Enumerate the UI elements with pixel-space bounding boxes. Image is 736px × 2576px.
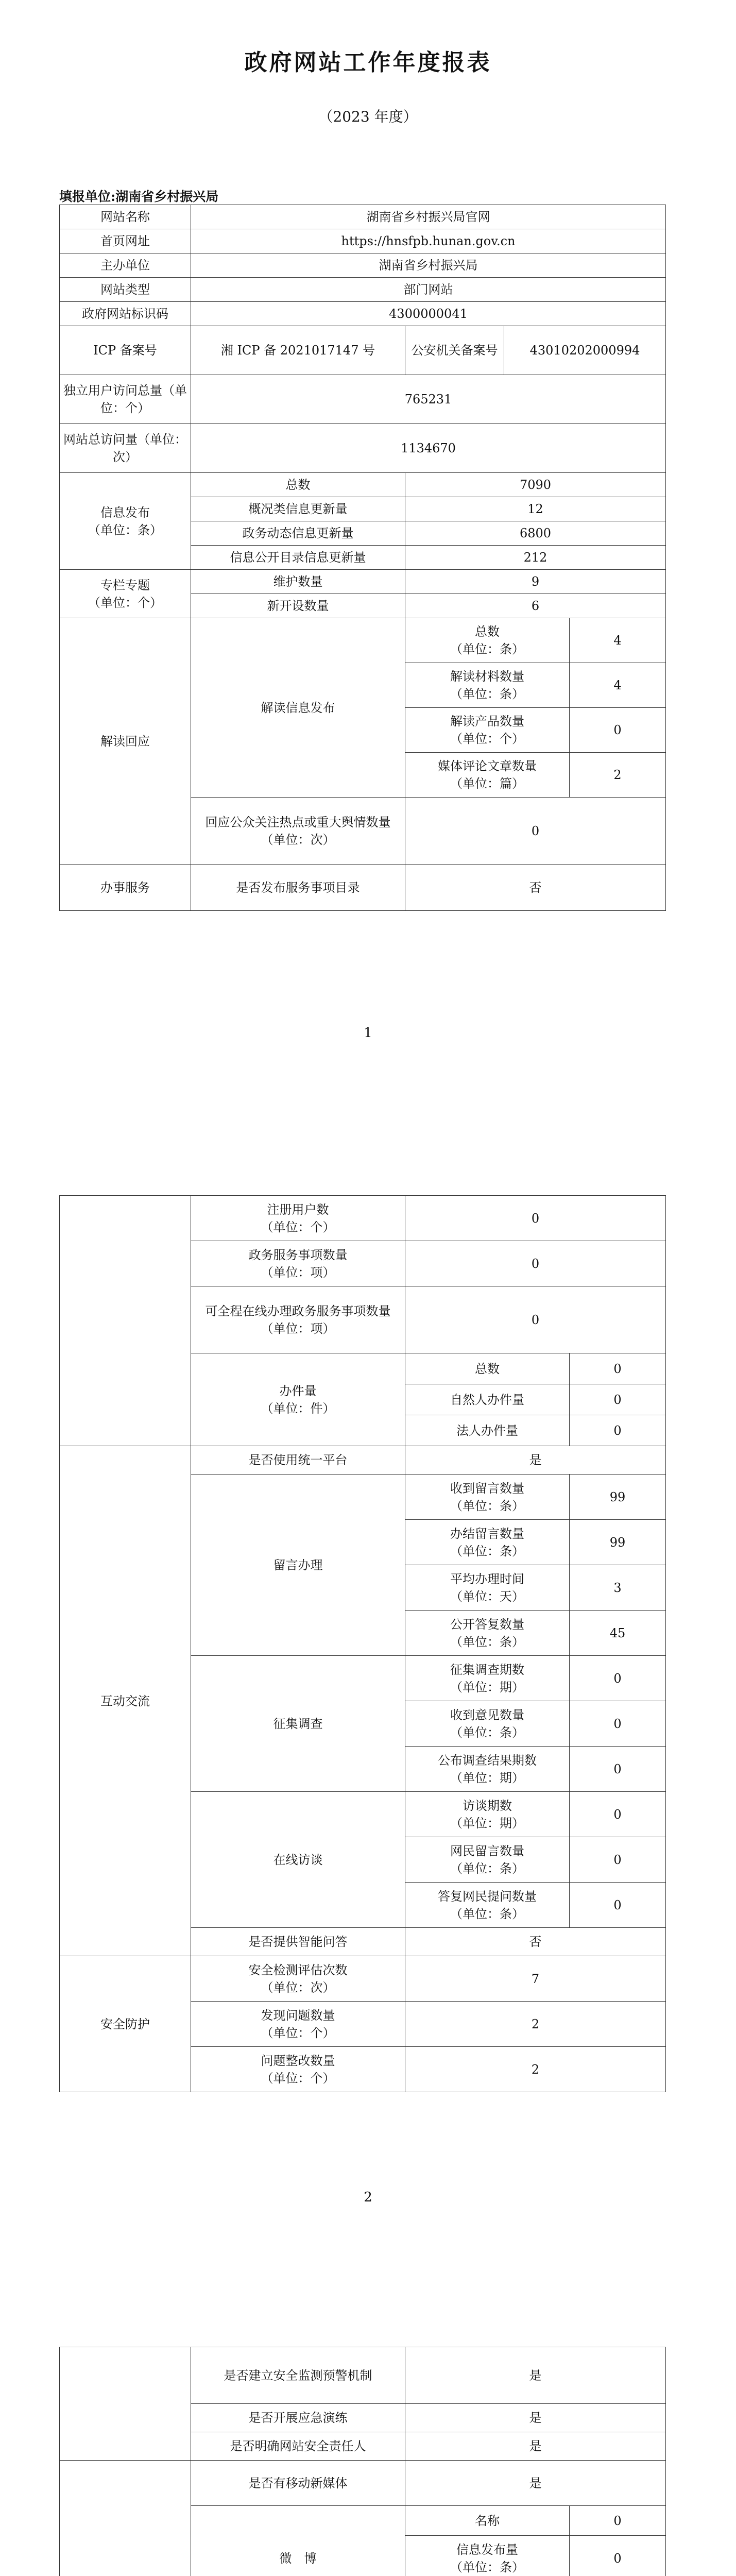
interview-row-value: 0 — [570, 1792, 666, 1837]
security-row-label: 发现问题数量 （单位：个） — [191, 2002, 405, 2047]
label-site-name: 网站名称 — [60, 205, 191, 229]
interview-row-value: 0 — [570, 1837, 666, 1883]
report-table-page-3 — [59, 2347, 666, 2576]
security-row-value: 2 — [405, 2047, 666, 2092]
label-service: 办事服务 — [60, 865, 191, 911]
info-row-value: 12 — [405, 497, 666, 521]
label-interpret: 解读回应 — [60, 618, 191, 865]
security-row-label: 安全检测评估次数 （单位：次） — [191, 1956, 405, 2002]
message-row-value: 99 — [570, 1475, 666, 1520]
security-row-label: 是否建立安全监测预警机制 — [191, 2347, 405, 2404]
handled-row-label: 总数 — [405, 1353, 570, 1384]
survey-row-label: 征集调查期数 （单位：期） — [405, 1656, 570, 1701]
columns-row-value: 9 — [405, 570, 666, 594]
label-interpret-publish: 解读信息发布 — [191, 618, 405, 798]
survey-row-label: 收到意见数量 （单位：条） — [405, 1701, 570, 1747]
hot-response-value: 0 — [405, 798, 666, 865]
weibo-row-label: 信息发布量 （单位：条） — [405, 2536, 570, 2576]
total-visits: 1134670 — [191, 424, 666, 473]
home-url: https://hnsfpb.hunan.gov.cn — [191, 229, 666, 253]
label-site-code: 政府网站标识码 — [60, 302, 191, 326]
security-row-label: 是否明确网站安全责任人 — [191, 2432, 405, 2461]
message-row-value: 99 — [570, 1520, 666, 1565]
handled-row-value: 0 — [570, 1384, 666, 1415]
report-year: （2023 年度） — [318, 108, 418, 125]
label-host-org: 主办单位 — [60, 253, 191, 278]
interview-row-value: 0 — [570, 1883, 666, 1928]
interpret-row-value: 4 — [570, 663, 666, 708]
info-row-value: 6800 — [405, 521, 666, 546]
message-row-value: 45 — [570, 1611, 666, 1656]
label-unified-platform: 是否使用统一平台 — [191, 1446, 405, 1475]
label-unique-visitors: 独立用户访问总量（单位：个） — [60, 375, 191, 424]
police-record-number: 43010202000994 — [504, 326, 666, 375]
survey-row-value: 0 — [570, 1656, 666, 1701]
security-row-value: 是 — [405, 2347, 666, 2404]
host-org: 湖南省乡村振兴局 — [191, 253, 666, 278]
page-number: 1 — [364, 1025, 372, 1041]
label-home-url: 首页网址 — [60, 229, 191, 253]
online-items-value: 0 — [405, 1286, 666, 1353]
label-hot-response: 回应公众关注热点或重大舆情数量（单位：次） — [191, 798, 405, 865]
survey-row-value: 0 — [570, 1747, 666, 1792]
interview-row-label: 网民留言数量 （单位：条） — [405, 1837, 570, 1883]
weibo-row-label: 名称 — [405, 2506, 570, 2536]
reporting-unit: 填报单位:湖南省乡村振兴局 — [59, 189, 219, 204]
security-row-value: 7 — [405, 1956, 666, 2002]
label-service-catalog: 是否发布服务事项目录 — [191, 865, 405, 911]
unified-platform-value: 是 — [405, 1446, 666, 1475]
weibo-row-value: 0 — [570, 2506, 666, 2536]
columns-row-value: 6 — [405, 594, 666, 618]
label-info-publish: 信息发布 （单位：条） — [60, 473, 191, 570]
label-online-items: 可全程在线办理政务服务事项数量 （单位：项） — [191, 1286, 405, 1353]
service-items-value: 0 — [405, 1241, 666, 1286]
security-row-value: 是 — [405, 2404, 666, 2432]
label-survey: 征集调查 — [191, 1656, 405, 1792]
security-row-value: 是 — [405, 2432, 666, 2461]
label-security-cont — [60, 2347, 191, 2461]
unique-visitors: 765231 — [191, 375, 666, 424]
columns-row-label: 新开设数量 — [191, 594, 405, 618]
interpret-row-label: 总数 （单位：条） — [405, 618, 570, 663]
label-service-cont — [60, 1196, 191, 1446]
label-police-record: 公安机关备案号 — [405, 326, 504, 375]
handled-row-value: 0 — [570, 1353, 666, 1384]
columns-row-label: 维护数量 — [191, 570, 405, 594]
info-row-label: 政务动态信息更新量 — [191, 521, 405, 546]
label-mobile-media — [60, 2461, 191, 2576]
interview-row-label: 答复网民提问数量 （单位：条） — [405, 1883, 570, 1928]
label-interaction: 互动交流 — [60, 1446, 191, 1956]
has-mobile-value: 是 — [405, 2461, 666, 2506]
site-name: 湖南省乡村振兴局官网 — [191, 205, 666, 229]
security-row-value: 2 — [405, 2002, 666, 2047]
handled-row-value: 0 — [570, 1415, 666, 1446]
report-title: 政府网站工作年度报表 — [244, 49, 492, 76]
weibo-row-value: 0 — [570, 2536, 666, 2576]
message-row-label: 收到留言数量 （单位：条） — [405, 1475, 570, 1520]
interpret-row-value: 2 — [570, 753, 666, 798]
info-row-value: 7090 — [405, 473, 666, 497]
label-weibo: 微 博 — [191, 2506, 405, 2576]
interpret-row-label: 媒体评论文章数量 （单位：篇） — [405, 753, 570, 798]
message-row-value: 3 — [570, 1565, 666, 1611]
label-total-visits: 网站总访问量（单位：次） — [60, 424, 191, 473]
label-security: 安全防护 — [60, 1956, 191, 2092]
info-row-value: 212 — [405, 546, 666, 570]
security-row-label: 是否开展应急演练 — [191, 2404, 405, 2432]
label-handled: 办件量 （单位：件） — [191, 1353, 405, 1446]
interpret-row-label: 解读材料数量 （单位：条） — [405, 663, 570, 708]
label-service-items: 政务服务事项数量 （单位：项） — [191, 1241, 405, 1286]
survey-row-value: 0 — [570, 1701, 666, 1747]
label-smart-qa: 是否提供智能问答 — [191, 1928, 405, 1956]
message-row-label: 公开答复数量 （单位：条） — [405, 1611, 570, 1656]
label-has-mobile: 是否有移动新媒体 — [191, 2461, 405, 2506]
label-columns: 专栏专题 （单位：个） — [60, 570, 191, 618]
message-row-label: 平均办理时间 （单位：天） — [405, 1565, 570, 1611]
interview-row-label: 访谈期数 （单位：期） — [405, 1792, 570, 1837]
interpret-row-label: 解读产品数量 （单位：个） — [405, 708, 570, 753]
label-icp: ICP 备案号 — [60, 326, 191, 375]
site-code: 4300000041 — [191, 302, 666, 326]
interpret-row-value: 4 — [570, 618, 666, 663]
info-row-label: 信息公开目录信息更新量 — [191, 546, 405, 570]
page-number: 2 — [364, 2190, 372, 2205]
site-type: 部门网站 — [191, 278, 666, 302]
label-message: 留言办理 — [191, 1475, 405, 1656]
survey-row-label: 公布调查结果期数 （单位：期） — [405, 1747, 570, 1792]
message-row-label: 办结留言数量 （单位：条） — [405, 1520, 570, 1565]
info-row-label: 总数 — [191, 473, 405, 497]
label-site-type: 网站类型 — [60, 278, 191, 302]
report-table-page-2 — [59, 1195, 666, 2092]
label-interview: 在线访谈 — [191, 1792, 405, 1928]
security-row-label: 问题整改数量 （单位：个） — [191, 2047, 405, 2092]
report-table-page-1 — [59, 205, 666, 911]
registered-users-value: 0 — [405, 1196, 666, 1241]
label-registered-users: 注册用户数 （单位：个） — [191, 1196, 405, 1241]
service-catalog-value: 否 — [405, 865, 666, 911]
info-row-label: 概况类信息更新量 — [191, 497, 405, 521]
smart-qa-value: 否 — [405, 1928, 666, 1956]
handled-row-label: 法人办件量 — [405, 1415, 570, 1446]
icp-number: 湘 ICP 备 2021017147 号 — [191, 326, 405, 375]
interpret-row-value: 0 — [570, 708, 666, 753]
handled-row-label: 自然人办件量 — [405, 1384, 570, 1415]
